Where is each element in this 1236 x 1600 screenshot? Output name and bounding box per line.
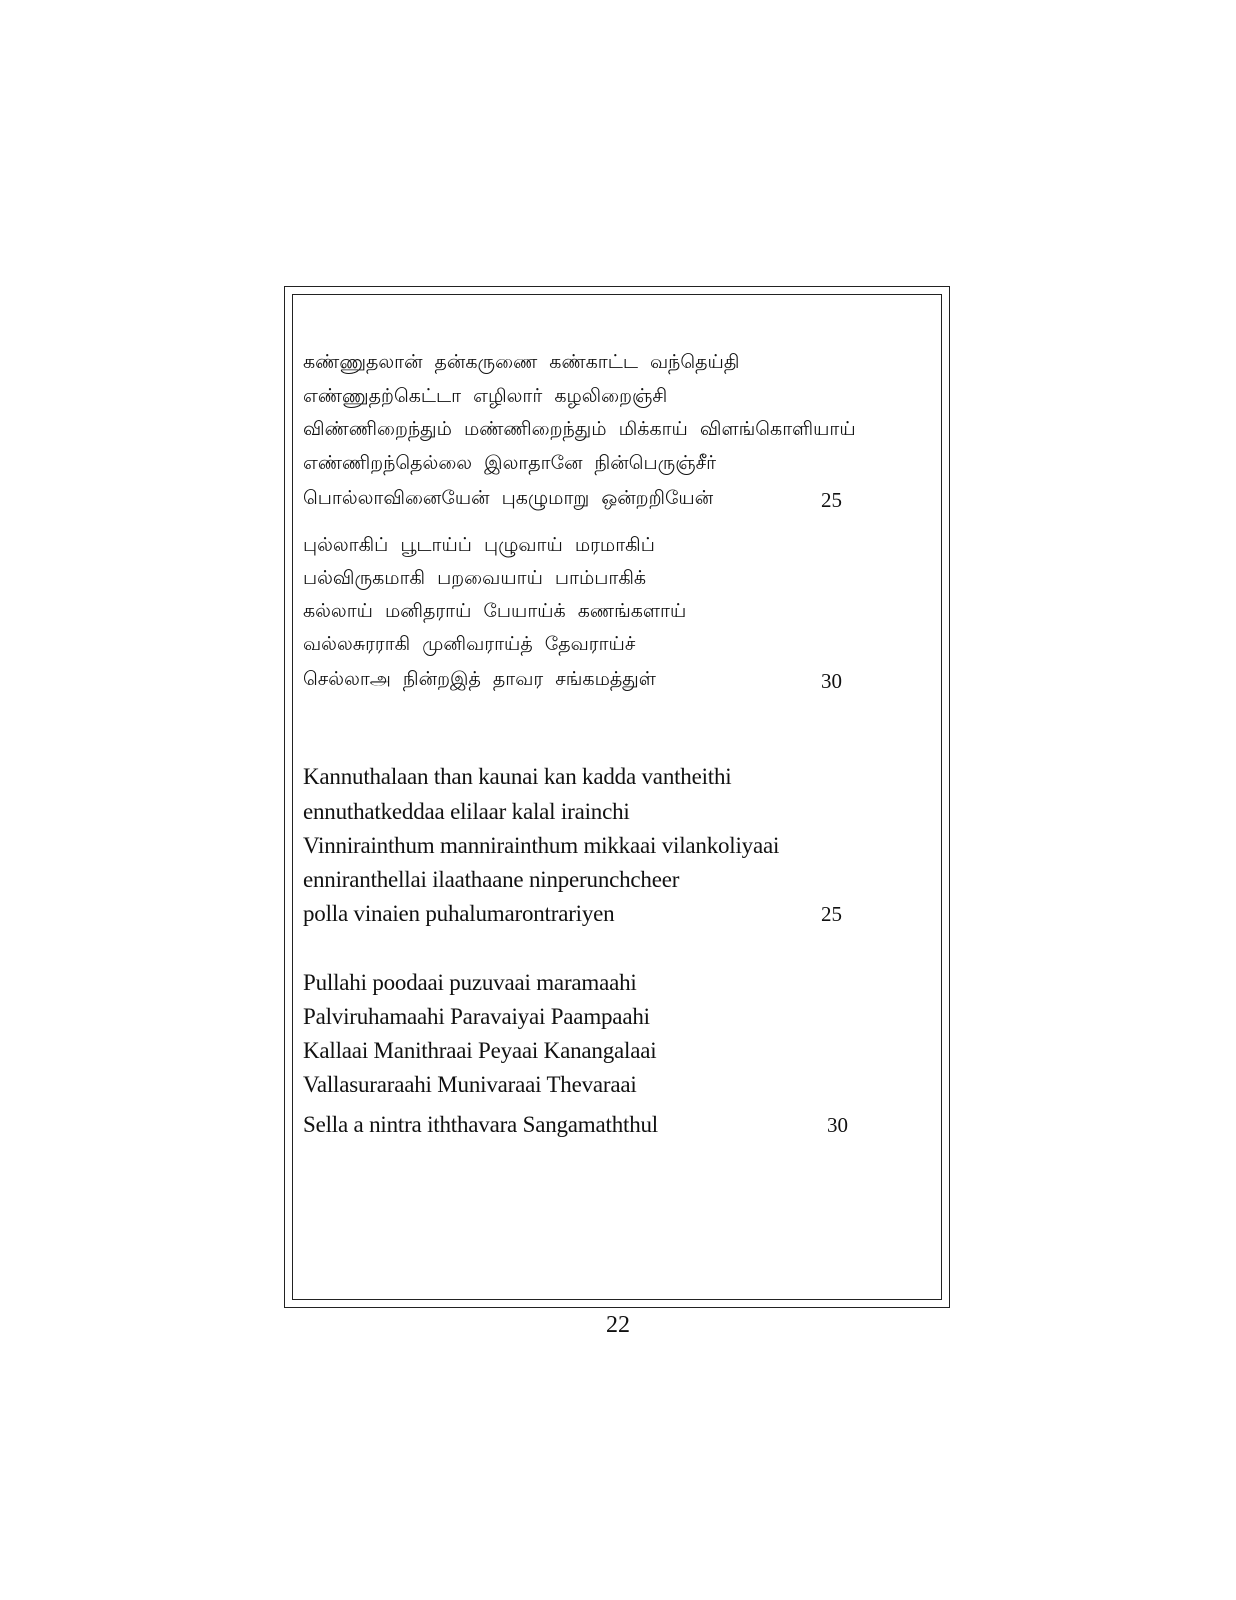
tamil-line-6: புல்லாகிப் பூடாய்ப் புழுவாய் மரமாகிப் <box>303 534 655 556</box>
roman-line-6: Pullahi poodaai puzuvaai maramaahi <box>303 970 637 995</box>
tamil-line-10: செல்லாஅ நின்றஇத் தாவர சங்கமத்துள் <box>303 668 656 690</box>
roman-line-1: Kannuthalaan than kaunai kan kadda vantheithi <box>303 764 732 789</box>
roman-line-8: Kallaai Manithraai Peyaai Kanangalaai <box>303 1038 657 1063</box>
tamil-verse-number-30: 30 <box>821 669 842 693</box>
tamil-verse-number-25: 25 <box>821 488 842 512</box>
roman-line-2: ennuthatkeddaa elilaar kalal irainchi <box>303 799 630 824</box>
tamil-line-8: கல்லாய் மனிதராய் பேயாய்க் கணங்களாய் <box>303 600 687 622</box>
tamil-line-7: பல்விருகமாகி பறவையாய் பாம்பாகிக் <box>303 567 647 589</box>
roman-line-7: Palviruhamaahi Paravaiyai Paampaahi <box>303 1004 650 1029</box>
tamil-line-1: கண்ணுதலான் தன்கருணை கண்காட்ட வந்தெய்தி <box>303 351 740 373</box>
tamil-line-2: எண்ணுதற்கெட்டா எழிலார் கழலிறைஞ்சி <box>303 385 668 407</box>
tamil-line-5: பொல்லாவினையேன் புகழுமாறு ஒன்றறியேன் <box>303 487 714 509</box>
roman-line-3: Vinnirainthum mannirainthum mikkaai vilankoliyaai <box>303 833 780 858</box>
page-number: 22 <box>606 1312 630 1338</box>
tamil-line-4: எண்ணிறந்தெல்லை இலாதானே நின்பெருஞ்சீர் <box>303 452 717 474</box>
tamil-line-9: வல்லசுரராகி முனிவராய்த் தேவராய்ச் <box>303 633 636 655</box>
tamil-line-3: விண்ணிறைந்தும் மண்ணிறைந்தும் மிக்காய் விளங்கொளியாய் <box>303 418 856 440</box>
roman-line-5: polla vinaien puhalumarontrariyen <box>303 901 615 926</box>
roman-line-4: enniranthellai ilaathaane ninperunchcheer <box>303 867 680 892</box>
page-frame-inner <box>292 294 942 1300</box>
roman-verse-number-30: 30 <box>827 1113 848 1137</box>
roman-line-9: Vallasuraraahi Munivaraai Thevaraai <box>303 1072 637 1097</box>
roman-verse-number-25: 25 <box>821 902 842 926</box>
roman-line-10: Sella a nintra iththavara Sangamaththul <box>303 1112 658 1137</box>
